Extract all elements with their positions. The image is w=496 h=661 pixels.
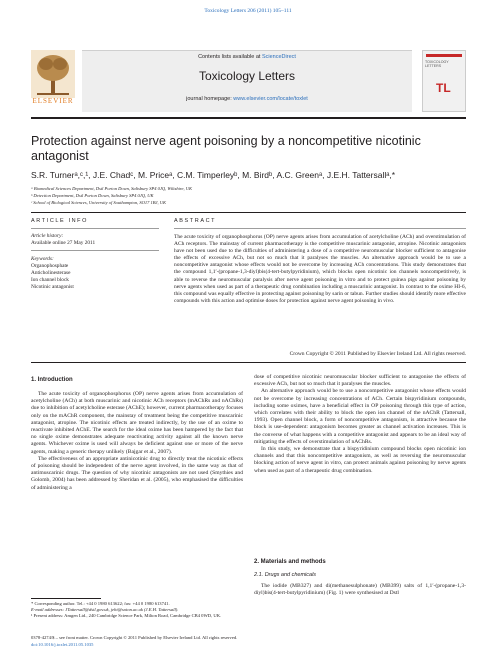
journal-citation[interactable]: Toxicology Letters 206 (2011) 105–111 — [204, 8, 292, 14]
keyword-item: Ion channel block — [31, 277, 69, 283]
affiliation-c: ᶜ School of Biological Sciences, University of Southampton, SO17 1BJ, UK — [31, 200, 167, 205]
homepage-link[interactable]: www.elsevier.com/locate/toxlet — [233, 96, 308, 102]
right-column-body — [254, 374, 466, 475]
homepage-prefix: journal homepage: — [186, 96, 232, 102]
keyword-item: Organophosphate — [31, 263, 69, 269]
email-note[interactable]: E-mail addresses: JTattersall@dstl.gov.uk, jeht@soton.ac.uk (J.E.H. Tattersall). — [31, 607, 179, 612]
cover-stripe — [426, 54, 462, 57]
keyword-item: Anticholinesterase — [31, 270, 71, 276]
keywords-rule — [31, 250, 159, 251]
issn-line: 0378-4274/$ – see front matter. Crown Copyright © 2011 Published by Elsevier Ireland Ltd. All rights reserved. — [31, 635, 238, 640]
affiliation-b: ᵇ Detection Department, Dstl Porton Down, Salisbury SP4 0JQ, UK — [31, 193, 154, 198]
article-info-rule — [31, 228, 159, 229]
affiliation-a: ᵃ Biomedical Sciences Department, Dstl Porton Down, Salisbury SP4 0JQ, Wiltshire, UK — [31, 186, 192, 191]
abstract-copyright: Crown Copyright © 2011 Published by Elsevier Ireland Ltd. All rights reserved. — [289, 351, 466, 357]
sciencedirect-link[interactable]: ScienceDirect — [261, 54, 296, 60]
intro-paragraph: dose of competitive nicotinic neuromuscular blocker sufficient to antagonise the effects of excessive ACh, but not so much that it paralyses the muscles. — [254, 374, 466, 388]
abstract-rule — [174, 228, 466, 229]
intro-paragraph: An alternative approach would be to use a noncompetitive antagonist whose effects would not be overcome by increasing concentrations of ACh. Certain bispyridinium compounds, including some oximes, have a beneficial effect in OP poisoning through this type of action, which correlates with their ability to block the open ion channel of the nAChR (Tattersall, 1993). Open channel block, a form of noncompetitive antagonism, is attractive because the block is use-dependent: antagonism becomes greater as channel activation increases. This is the converse of what happens with a competitive antagonist and appears to be an ideal way of mitigating the effects of overstimulation of nAChRs. — [254, 388, 466, 445]
cover-journal-name: TOXICOLOGY LETTERS — [425, 60, 449, 68]
keywords-label: Keywords: — [31, 256, 54, 262]
history-value: Available online 27 May 2011 — [31, 240, 96, 246]
journal-title: Toxicology Letters — [198, 69, 296, 83]
contents-availability — [82, 54, 412, 60]
methods-paragraph: The iodide (MB327) and di(methanesulphonate) (MB399) salts of 1,1′-(propane-1,3-diyl)bis(4-tert-butylpyridinium) (Fig. 1) were synthesised at Dstl — [254, 583, 466, 597]
elsevier-tree-logo — [31, 50, 75, 98]
history-label: Article history: — [31, 233, 64, 239]
introduction-heading: 1. Introduction — [31, 377, 73, 383]
title-block-rule — [31, 212, 466, 213]
intro-paragraph: The acute toxicity of organophosphorus (OP) nerve agents arises from accumulation of acetylcholine (ACh) at both muscarinic and nicotinic ACh receptors (mAChRs and nAChRs) due to inhibition of acetylcholine esterase (AChE); however, current pharmacotherapy focuses only on the mAChR component, the mainstay of treatment being the competitive muscarinic antagonist, atropine. The nicotinic effects are treated indirectly, by the use of an oxime to reactivate inhibited AChE. The search for the ideal oxime has been hampered by the fact that no single oxime demonstrates adequate reactivating activity against all the known nerve agents. Whichever oxime is used will always be deficient against one or more of the nerve agents, making a generic therapy unlikely (Bajgar et al., 2007). — [31, 391, 243, 455]
corresponding-author-note: * Corresponding author. Tel.: +44 0 1980 613622; fax: +44 0 1980 613741. — [31, 601, 170, 606]
abstract-bottom-rule — [31, 362, 466, 363]
header-rule — [31, 117, 466, 119]
keyword-item: Nicotinic antagonist — [31, 284, 74, 290]
drugs-paragraph — [254, 583, 466, 597]
doi-link[interactable]: doi:10.1016/j.toxlet.2011.05.1035 — [31, 642, 94, 647]
drugs-subheading: 2.1. Drugs and chemicals — [254, 572, 317, 578]
methods-heading: 2. Materials and methods — [254, 559, 326, 565]
abstract-body: The acute toxicity of organophosphorus (OP) nerve agents arises from accumulation of acetylcholine (ACh) and overstimulation of ACh receptors. The mainstay of current pharmacotherapy is the competitive muscarinic antagonist, atropine. Nicotinic antagonists have not been used due to the difficulties of administering a dose of a competitive neuromuscular blocker sufficient to antagonise the effects of excessive ACh, but not so much that it paralyses the muscles. An alternative approach would be to use a noncompetitive antagonist whose effects would not be overcome by increasing ACh concentrations. This study demonstrates that the compound 1,1′-(propane-1,3-diyl)bis(4-tert-butylpyridinium), which blocks open nicotinic ion channels noncompetitively, is able to reverse the neuromuscular paralysis after nerve agent poisoning in vitro and to protect guinea pigs against poisoning by nerve agents when used as part of a therapeutic drug combination including a muscarinic antagonist. In contrast to the oxime HI-6, this compound was equally effective in protecting against poisoning by sarin or tabun. Further studies should identify more effective compounds with this action and optimise doses for protection against nerve agent poisoning in vivo. — [174, 234, 466, 304]
article-title: Protection against nerve agent poisoning by a noncompetitive nicotinic antagonist — [31, 134, 421, 163]
intro-paragraph: In this study, we demonstrate that a bispyridinium compound blocks open nicotinic ion channels and that this noncompetitive antagonism, as well as reversing the neuromuscular blocking action of nerve agent in vitro, can protect animals against poisoning by nerve agents when used as part of a therapeutic drug combination. — [254, 446, 466, 474]
article-info-heading: ARTICLE INFO — [31, 218, 88, 224]
tree-icon — [31, 50, 75, 98]
author-list: S.R. Turnerᵃ,ᶜ,¹, J.E. Chadᶜ, M. Priceᵃ, C.M. Timperleyᵇ, M. Birdᵇ, A.C. Greenᵃ, J.E.H. Tattersallᵃ,* — [31, 170, 396, 180]
present-address-note: ¹ Present address: Amgen Ltd., 240 Cambridge Science Park, Milton Road, Cambridge CB4 0WD, UK. — [31, 613, 222, 618]
left-column-body — [31, 391, 243, 492]
journal-homepage — [82, 96, 412, 102]
abstract-heading: ABSTRACT — [174, 218, 217, 224]
cover-tl-mark: TL — [436, 81, 451, 95]
contents-prefix: Contents lists available at — [198, 54, 261, 60]
footnote-rule — [31, 598, 101, 599]
publisher-wordmark: ELSEVIER — [32, 97, 74, 105]
journal-cover-thumbnail — [422, 50, 466, 112]
intro-paragraph: The effectiveness of an appropriate antinicotinic drug to directly treat the nicotinic effects of poisoning should be independent of the nerve agent involved, in the same way as that of antimuscarinic drugs. The question of why nicotinic antagonists are not used (Smythies and Golomb, 2004) has been addressed by Sheridan et al. (2005), who emphasised the difficulties of administering a — [31, 455, 243, 491]
